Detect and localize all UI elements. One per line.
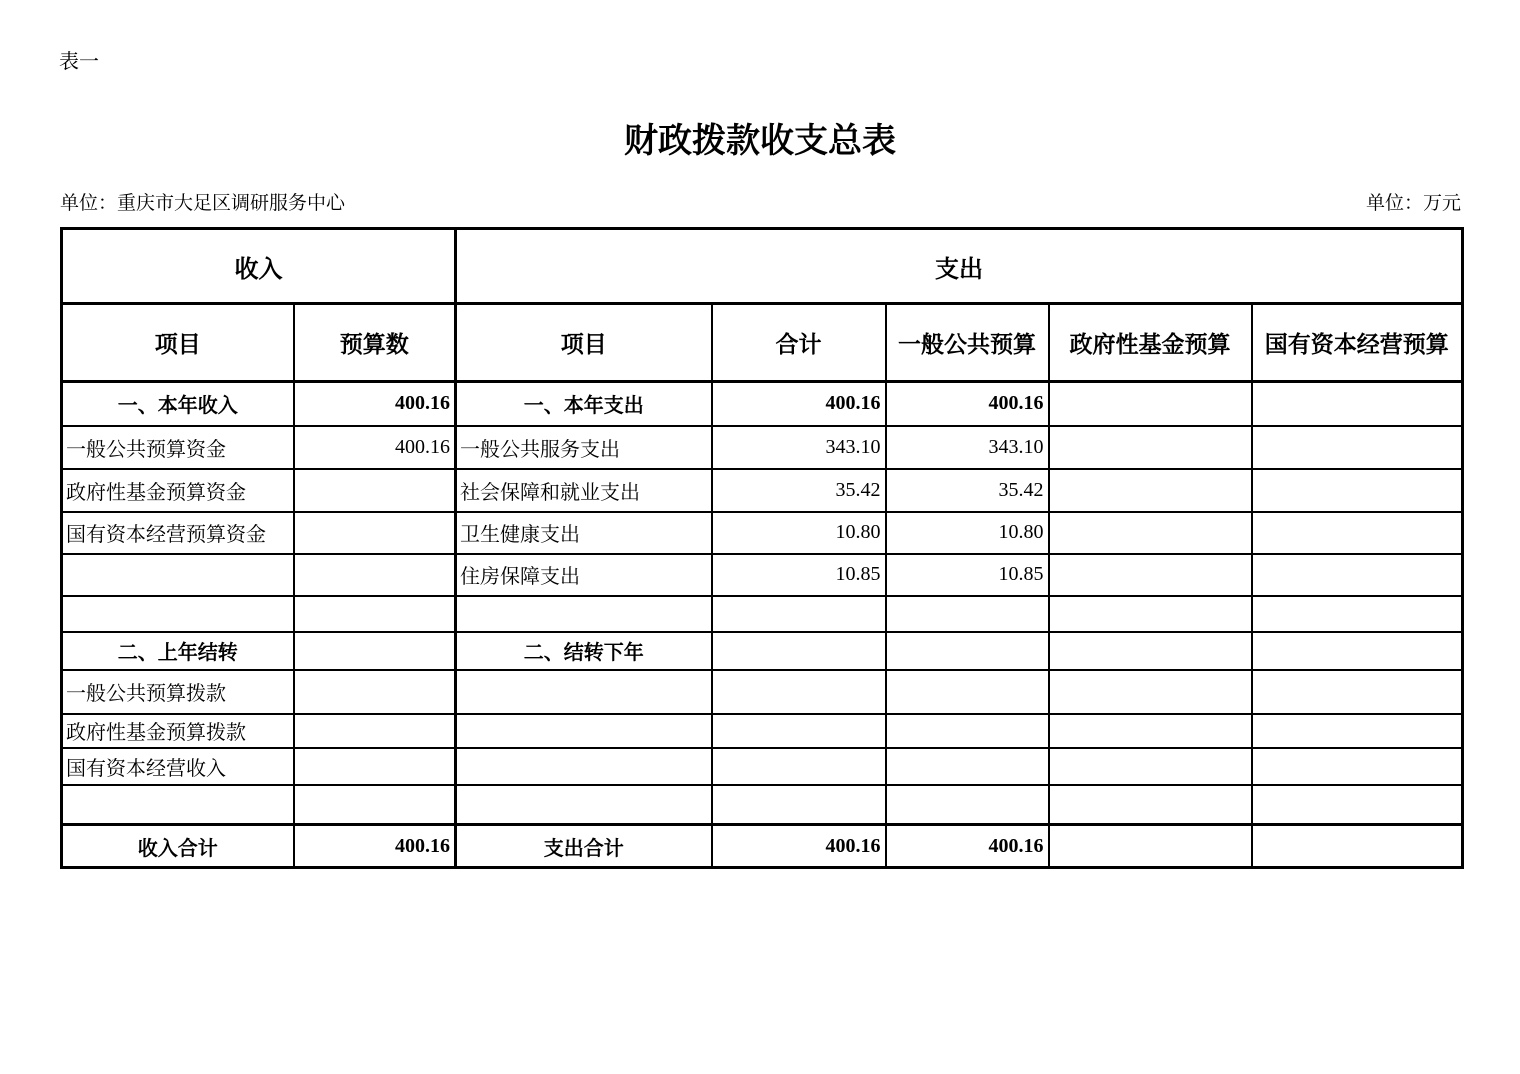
item-cell	[456, 748, 712, 785]
value-cell	[886, 714, 1049, 748]
value-cell	[1252, 426, 1463, 469]
budget-table	[60, 227, 1464, 869]
value-cell	[712, 632, 886, 670]
value-cell	[1252, 596, 1463, 632]
value-cell: 10.80	[886, 512, 1049, 554]
value-cell	[294, 714, 456, 748]
value-cell	[294, 785, 456, 825]
value-cell: 10.80	[712, 512, 886, 554]
value-cell: 400.16	[712, 382, 886, 426]
value-cell: 400.16	[712, 825, 886, 868]
item-cell	[456, 596, 712, 632]
table-row	[62, 632, 1463, 670]
item-cell: 一般公共服务支出	[456, 426, 712, 469]
value-cell	[1049, 670, 1252, 714]
item-cell: 国有资本经营收入	[62, 748, 294, 785]
value-cell: 400.16	[294, 825, 456, 868]
col-header-state-capital-budget: 国有资本经营预算	[1252, 304, 1463, 382]
value-cell: 343.10	[886, 426, 1049, 469]
item-cell: 二、结转下年	[456, 632, 712, 670]
item-cell: 一、本年支出	[456, 382, 712, 426]
table-row	[62, 382, 1463, 426]
value-cell	[886, 785, 1049, 825]
value-cell	[1049, 512, 1252, 554]
value-cell: 400.16	[294, 382, 456, 426]
value-cell	[1049, 714, 1252, 748]
value-cell	[1049, 554, 1252, 596]
value-cell	[712, 785, 886, 825]
col-header-general-public-budget: 一般公共预算	[886, 304, 1049, 382]
item-cell: 卫生健康支出	[456, 512, 712, 554]
value-cell: 400.16	[886, 382, 1049, 426]
table-header	[62, 229, 1463, 382]
item-cell: 国有资本经营预算资金	[62, 512, 294, 554]
table-row	[62, 426, 1463, 469]
item-cell: 社会保障和就业支出	[456, 469, 712, 512]
table-label: 表一	[59, 51, 99, 73]
value-cell	[294, 554, 456, 596]
table-row	[62, 596, 1463, 632]
value-cell	[1049, 596, 1252, 632]
value-cell	[1252, 748, 1463, 785]
item-cell: 二、上年结转	[62, 632, 294, 670]
value-cell	[294, 632, 456, 670]
item-cell	[456, 785, 712, 825]
value-cell	[294, 469, 456, 512]
value-cell: 10.85	[886, 554, 1049, 596]
value-cell	[1049, 632, 1252, 670]
value-cell	[1252, 632, 1463, 670]
value-cell	[1252, 785, 1463, 825]
value-cell	[294, 748, 456, 785]
col-header-budget-amount: 预算数	[294, 304, 456, 382]
table-body	[62, 382, 1463, 868]
value-cell	[1049, 748, 1252, 785]
table-row	[62, 748, 1463, 785]
value-cell	[886, 596, 1049, 632]
value-cell: 35.42	[886, 469, 1049, 512]
table-row	[62, 785, 1463, 825]
currency-unit-label: 单位：万元	[1365, 193, 1461, 214]
value-cell	[1252, 825, 1463, 868]
item-cell: 一般公共预算资金	[62, 426, 294, 469]
value-cell: 35.42	[712, 469, 886, 512]
table-row	[62, 554, 1463, 596]
page-title: 财政拨款收支总表	[624, 123, 896, 160]
column-header-row	[62, 304, 1463, 382]
col-header-income-item: 项目	[62, 304, 294, 382]
item-cell: 收入合计	[62, 825, 294, 868]
item-cell	[62, 596, 294, 632]
col-header-expenditure-item: 项目	[456, 304, 712, 382]
value-cell	[294, 512, 456, 554]
item-cell: 住房保障支出	[456, 554, 712, 596]
value-cell	[1252, 670, 1463, 714]
item-cell: 一般公共预算拨款	[62, 670, 294, 714]
value-cell	[1049, 469, 1252, 512]
value-cell	[886, 748, 1049, 785]
value-cell: 343.10	[712, 426, 886, 469]
item-cell: 政府性基金预算资金	[62, 469, 294, 512]
header-income: 收入	[62, 229, 456, 304]
value-cell	[1252, 382, 1463, 426]
value-cell	[712, 670, 886, 714]
item-cell	[456, 670, 712, 714]
item-cell	[456, 714, 712, 748]
table-row	[62, 825, 1463, 868]
item-cell: 一、本年收入	[62, 382, 294, 426]
value-cell	[1252, 714, 1463, 748]
value-cell: 10.85	[712, 554, 886, 596]
value-cell: 400.16	[294, 426, 456, 469]
meta-row	[60, 192, 1461, 216]
value-cell	[886, 670, 1049, 714]
value-cell	[294, 670, 456, 714]
table-row	[62, 469, 1463, 512]
value-cell	[1049, 426, 1252, 469]
col-header-government-fund-budget: 政府性基金预算	[1049, 304, 1252, 382]
value-cell	[886, 632, 1049, 670]
org-unit-label: 单位：重庆市大足区调研服务中心	[60, 193, 346, 214]
item-cell: 政府性基金预算拨款	[62, 714, 294, 748]
table-row	[62, 714, 1463, 748]
value-cell	[1049, 382, 1252, 426]
value-cell	[1252, 469, 1463, 512]
value-cell: 400.16	[886, 825, 1049, 868]
group-header-row	[62, 229, 1463, 304]
value-cell	[1252, 512, 1463, 554]
value-cell	[1252, 554, 1463, 596]
value-cell	[712, 748, 886, 785]
table-row	[62, 670, 1463, 714]
header-expenditure: 支出	[456, 229, 1463, 304]
item-cell: 支出合计	[456, 825, 712, 868]
table-row	[62, 512, 1463, 554]
value-cell	[712, 714, 886, 748]
item-cell	[62, 554, 294, 596]
value-cell	[712, 596, 886, 632]
value-cell	[1049, 785, 1252, 825]
item-cell	[62, 785, 294, 825]
value-cell	[1049, 825, 1252, 868]
value-cell	[294, 596, 456, 632]
col-header-total: 合计	[712, 304, 886, 382]
